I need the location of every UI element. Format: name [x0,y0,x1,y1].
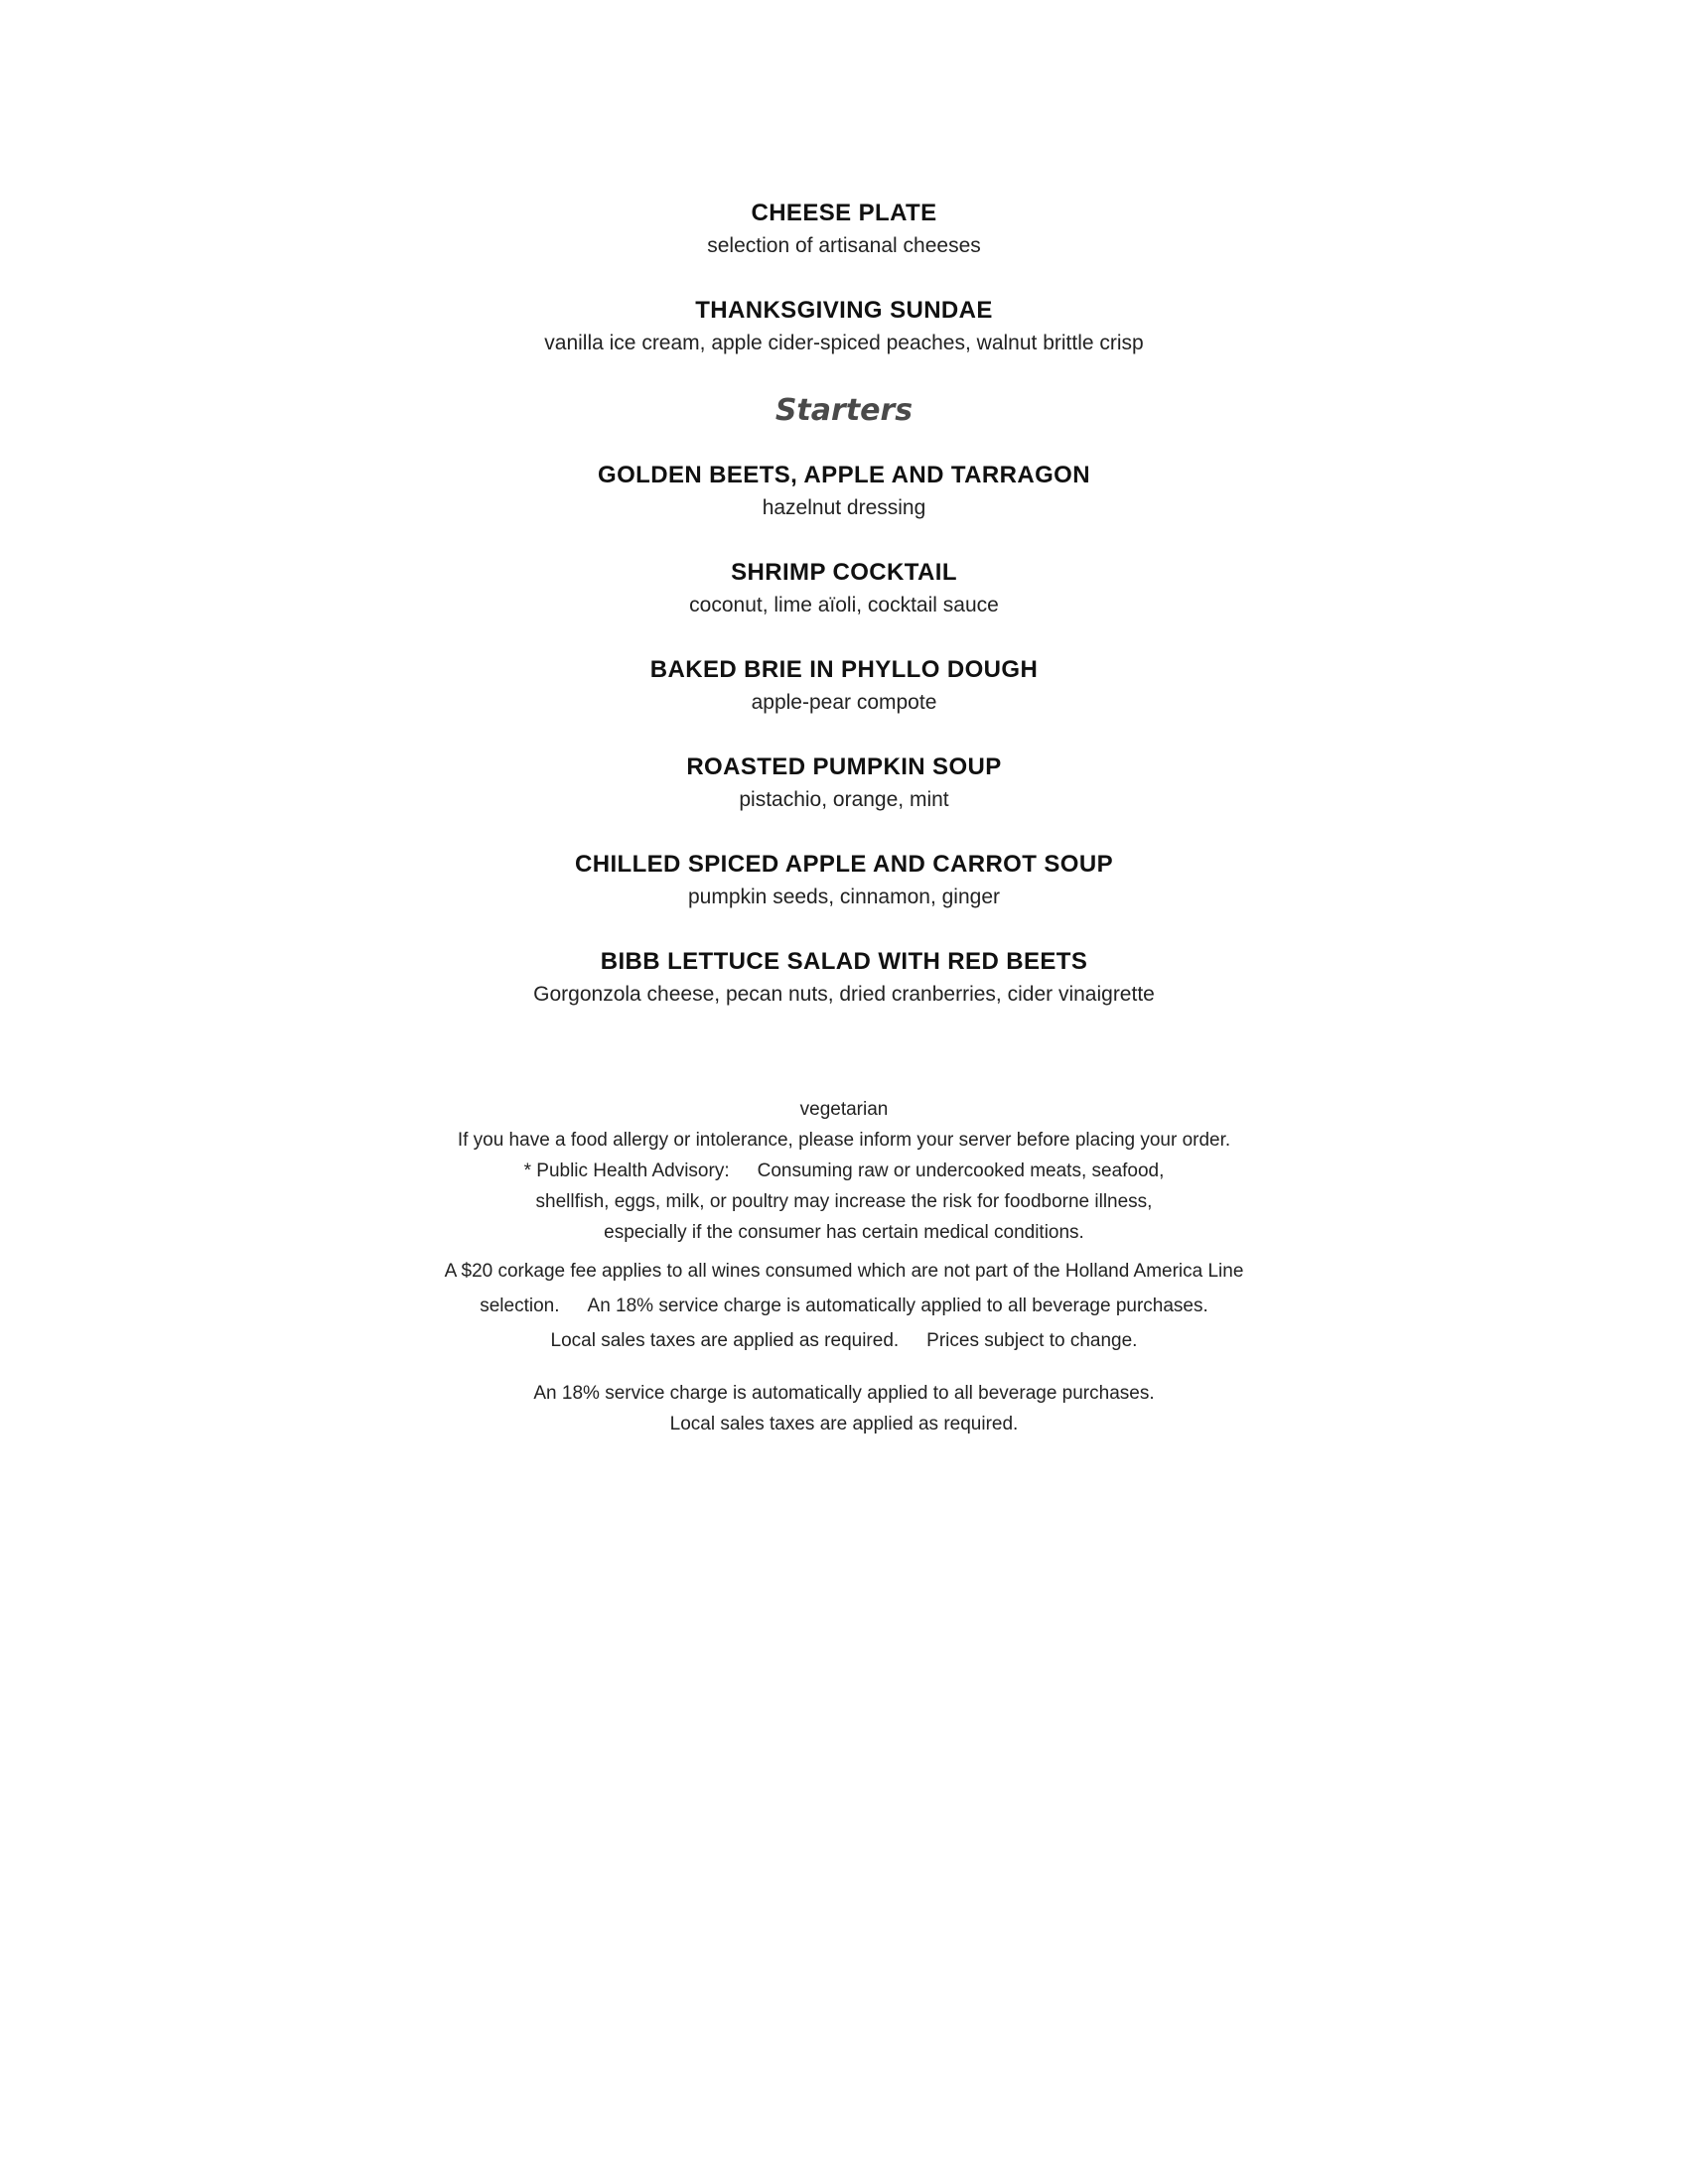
corkage-prices-change: Prices subject to change. [926,1330,1138,1351]
dish-description: pistachio, orange, mint [739,788,949,811]
menu-item-pumpkin-soup [0,751,1688,816]
service-charge-note: An 18% service charge is automatically applied to all beverage purchases. [533,1383,1155,1404]
dish-description: coconut, lime aïoli, cocktail sauce [689,594,999,616]
dish-name: SHRIMP COCKTAIL [731,559,957,586]
dish-name: GOLDEN BEETS, APPLE AND TARRAGON [598,462,1090,488]
menu-footnotes [0,1094,1688,1439]
corkage-line-2 [0,1289,1688,1323]
dish-name: CHILLED SPICED APPLE AND CARROT SOUP [575,851,1113,878]
menu-list [0,197,1688,1042]
menu-item-bibb-salad [0,945,1688,1011]
corkage-sales-tax: Local sales taxes are applied as required. [550,1330,900,1351]
corkage-service-charge: An 18% service charge is automatically applied to all beverage purchases. [587,1296,1208,1316]
dish-description: vanilla ice cream, apple cider-spiced peaches, walnut brittle crisp [544,332,1144,354]
dish-description: hazelnut dressing [762,496,926,519]
menu-item-thanksgiving-sundae [0,294,1688,359]
health-advisory-text: Consuming raw or undercooked meats, seafood, [757,1160,1165,1181]
sales-tax-note: Local sales taxes are applied as required. [669,1414,1019,1434]
health-advisory-line-1 [0,1156,1688,1186]
section-heading-starters: Starters [774,393,914,428]
menu-item-baked-brie [0,653,1688,719]
allergy-note: If you have a food allergy or intolerance, please inform your server before placing your order. [457,1130,1231,1151]
menu-item-cheese-plate [0,197,1688,262]
health-advisory-line-2: shellfish, eggs, milk, or poultry may increase the risk for foodborne illness, [535,1191,1153,1212]
menu-item-shrimp-cocktail [0,556,1688,621]
health-advisory-label: * Public Health Advisory: [523,1160,730,1181]
menu-item-apple-carrot-soup [0,848,1688,913]
menu-item-golden-beets [0,459,1688,524]
dish-description: pumpkin seeds, cinnamon, ginger [687,886,1000,908]
dish-name: BIBB LETTUCE SALAD WITH RED BEETS [600,948,1088,975]
corkage-line-3 [0,1323,1688,1358]
dish-description: Gorgonzola cheese, pecan nuts, dried cranberries, cider vinaigrette [533,983,1155,1006]
dish-name: THANKSGIVING SUNDAE [695,297,993,324]
dish-name: ROASTED PUMPKIN SOUP [686,753,1002,780]
dish-description: selection of artisanal cheeses [707,234,981,257]
vegetarian-note: vegetarian [799,1099,889,1120]
corkage-selection: selection. [480,1296,560,1316]
health-advisory-line-3: especially if the consumer has certain medical conditions. [604,1222,1084,1243]
corkage-line-1: A $20 corkage fee applies to all wines consumed which are not part of the Holland America Line [444,1261,1244,1282]
dish-name: BAKED BRIE IN PHYLLO DOUGH [649,656,1039,683]
dish-description: apple-pear compote [751,691,937,714]
dish-name: CHEESE PLATE [751,200,937,226]
